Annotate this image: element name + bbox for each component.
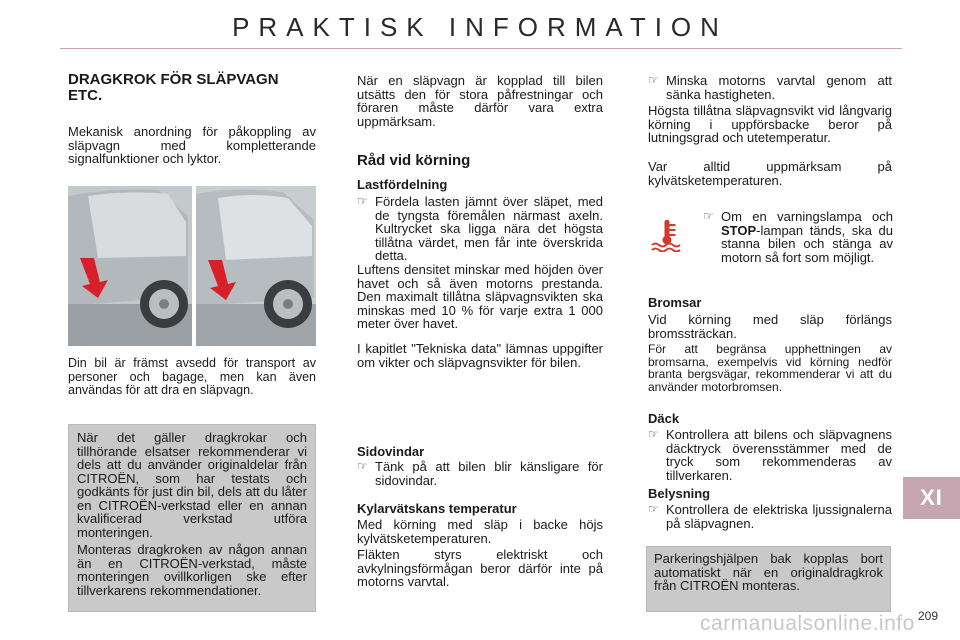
tyres-bullet	[648, 428, 892, 482]
info-box-paragraph: Monteras dragkroken av någon annan än en CITROËN-verkstad, måste monteringen ovillkorligen ske efter tillverkarens rekommendationer.	[77, 542, 307, 598]
photo-caption: Din bil är främst avsedd för transport av personer och bagage, men kan även användas för att dra en släpvagn.	[68, 356, 316, 397]
coolant-text-2: Fläkten styrs elektriskt och avkylningsförmågan beror därför inte på motorns varvtal.	[357, 547, 603, 589]
parking-assist-box: Parkeringshjälpen bak kopplas bort automatiskt när en originaldragkrok från CITROËN monteras.	[646, 546, 891, 612]
air-density-text: Luftens densitet minskar med höjden över havet och så även motorns prestanda. Den maximalt tillåtna släpvagnsvikten ska minskas med 10 % för varje extra 1 000 meter över havet.	[357, 262, 603, 331]
lighting-bullet	[648, 503, 892, 530]
page-title: PRAKTISK INFORMATION	[232, 12, 728, 42]
section-heading-towbar	[68, 72, 318, 104]
crosswind-bullet-text: Tänk på att bilen blir känsligare för sidovindar.	[375, 459, 603, 488]
coolant-watch-text: Var alltid uppmärksam på kylvätsketemperaturen.	[648, 159, 892, 188]
brakes-text: Vid körning med släp förlängs bromssträckan.	[648, 312, 892, 341]
speed-bullet	[648, 74, 892, 101]
crosswind-bullet	[357, 460, 603, 487]
warning-text-post: -lampan tänds, ska du stanna bilen och stänga av motorn så fort som möjligt.	[721, 222, 893, 265]
tyres-bullet-text: Kontrollera att bilens och släpvagnens däcktryck överensstämmer med de tryck som rekommenderas av tillverkaren.	[666, 427, 892, 483]
watermark: carmanualsonline.info	[700, 612, 915, 635]
driving-advice-heading: Råd vid körning	[357, 152, 471, 169]
lighting-heading: Belysning	[648, 486, 711, 501]
pointing-hand-icon: ☞	[648, 73, 659, 87]
brakes-heading: Bromsar	[648, 295, 702, 310]
towbar-intro: Mekanisk anordning för påkoppling av släpvagn med kompletterande signalfunktioner och lyktor.	[68, 124, 316, 166]
header-divider	[60, 48, 902, 49]
pointing-hand-icon: ☞	[703, 209, 714, 223]
info-box-paragraph: När det gäller dragkrokar och tillhörande elsatser rekommenderar vi dels att du använder originaldelar från CITROËN, som har testats och godkänts för just din bil, dels att du låter en CITROËN-verkstad eller en annan kvalificerad verkstad utföra monteringen.	[77, 430, 307, 540]
page-number: 209	[918, 609, 939, 623]
warning-lamp-text	[703, 210, 893, 264]
section-heading-line1: DRAGKROK FÖR SLÄPVAGN	[68, 71, 279, 88]
pointing-hand-icon: ☞	[648, 427, 659, 441]
crosswind-heading: Sidovindar	[357, 444, 425, 459]
section-heading-line2: ETC.	[68, 87, 103, 104]
stop-label: STOP	[721, 222, 757, 238]
load-bullet	[357, 195, 603, 263]
trailer-weight-text: Högsta tillåtna släpvagnsvikt vid långvarig körning i uppförsbacke beror på lutningsgrad och utetemperatur.	[648, 103, 892, 145]
towbar-photo	[68, 186, 316, 346]
lighting-bullet-text: Kontrollera de elektriska ljussignalerna på släpvagnen.	[666, 502, 892, 531]
pointing-hand-icon: ☞	[357, 459, 368, 473]
pointing-hand-icon: ☞	[648, 502, 659, 516]
load-bullet-text: Fördela lasten jämnt över släpet, med de tyngsta föremålen närmast axeln. Kultrycket ska ligga nära det högsta tillåtna värdet, men får inte överskrida detta.	[375, 194, 603, 263]
brakes-advice-text: För att begränsa upphettningen av bromsarna, exempelvis vid körning nedför branta bergsvägar, rekommenderar vi att du använder motorbromsen.	[648, 342, 892, 394]
coolant-heading: Kylarvätskans temperatur	[357, 501, 517, 516]
warning-lamp-bullet	[703, 210, 893, 264]
trailer-intro: När en släpvagn är kopplad till bilen utsätts den för stora påfrestningar och föraren måste därför vara extra uppmärksam.	[357, 73, 603, 129]
coolant-text-1: Med körning med släp i backe höjs kylvätsketemperaturen.	[357, 517, 603, 546]
load-distribution-heading: Lastfördelning	[357, 177, 448, 192]
pointing-hand-icon: ☞	[357, 194, 368, 208]
speed-bullet-text: Minska motorns varvtal genom att sänka hastigheten.	[666, 73, 892, 102]
warning-text-pre: Om en varningslampa och	[721, 209, 893, 224]
tyres-heading: Däck	[648, 411, 680, 426]
coolant-temperature-warning-icon	[650, 218, 684, 252]
technical-data-text: I kapitlet "Tekniska data" lämnas uppgifter om vikter och släpvagnsvikter för bilen.	[357, 341, 603, 370]
chapter-tab: XI	[903, 477, 960, 519]
towbar-info-box	[68, 424, 316, 612]
